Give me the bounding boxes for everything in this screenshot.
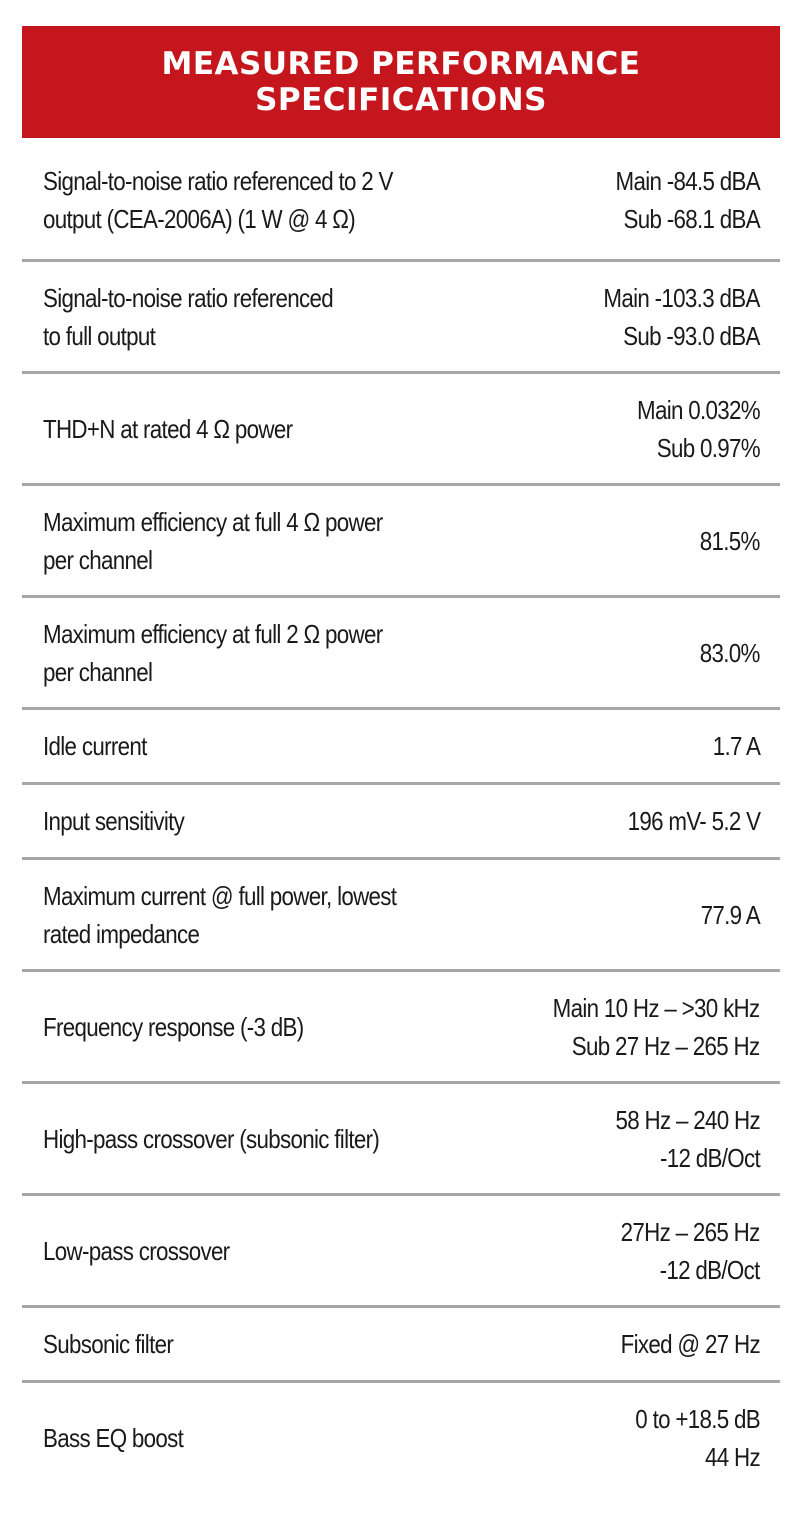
spec-value (627, 802, 760, 840)
spec-row (22, 1196, 780, 1308)
spec-label-line: Maximum efficiency at full 2 Ω power (43, 618, 383, 649)
spec-label-line: Input sensitivity (43, 806, 185, 836)
spec-label (43, 615, 382, 691)
spec-row (22, 710, 780, 785)
spec-value-line: 1.7 A (712, 731, 760, 761)
spec-label-line: output (CEA-2006A) (1 W @ 4 Ω) (43, 203, 356, 234)
spec-table (22, 140, 780, 1493)
spec-label-line: THD+N at rated 4 Ω power (43, 413, 293, 444)
spec-value-line: 27Hz – 265 Hz (621, 1216, 760, 1247)
spec-label (43, 410, 292, 448)
spec-label-line: Idle current (43, 731, 147, 761)
spec-value (621, 1213, 760, 1289)
spec-label-line: Maximum current @ full power, lowest (43, 880, 397, 911)
spec-value-line: 81.5% (700, 525, 760, 556)
spec-label-line: to full output (43, 320, 156, 351)
spec-value-line: 44 Hz (705, 1442, 760, 1472)
header-title-line-1: MEASURED PERFORMANCE (161, 46, 641, 82)
spec-label (43, 1120, 379, 1158)
spec-value-line: Main -103.3 dBA (603, 282, 760, 313)
spec-label (43, 279, 333, 355)
spec-table-header (22, 26, 780, 138)
spec-row (22, 262, 780, 374)
spec-value-line: -12 dB/Oct (659, 1142, 760, 1173)
spec-label-line: Frequency response (-3 dB) (43, 1011, 304, 1042)
spec-value-line: Sub -93.0 dBA (623, 320, 760, 351)
spec-label-line: per channel (43, 544, 153, 575)
spec-row (22, 1084, 780, 1196)
spec-value (712, 727, 760, 765)
spec-label-line: Signal-to-noise ratio referenced to 2 V (43, 165, 393, 196)
spec-row (22, 1383, 780, 1493)
spec-value-line: Main -84.5 dBA (615, 165, 760, 196)
spec-row (22, 598, 780, 710)
spec-label (43, 877, 396, 953)
spec-label (43, 162, 393, 238)
spec-label (43, 727, 147, 765)
spec-value-line: 58 Hz – 240 Hz (615, 1104, 760, 1135)
spec-row (22, 860, 780, 972)
spec-value-line: Fixed @ 27 Hz (620, 1329, 760, 1359)
spec-value-line: 196 mV- 5.2 V (627, 806, 760, 836)
spec-label (43, 802, 184, 840)
spec-label (43, 503, 382, 579)
spec-value-line: 0 to +18.5 dB (635, 1404, 760, 1434)
spec-label-line: rated impedance (43, 918, 200, 949)
spec-value (700, 634, 760, 672)
spec-label-line: High-pass crossover (subsonic filter) (43, 1123, 380, 1154)
spec-row (22, 140, 780, 262)
spec-value (621, 1325, 760, 1363)
spec-value (604, 279, 760, 355)
spec-value (616, 162, 760, 238)
spec-value-line: Main 10 Hz – >30 kHz (553, 992, 760, 1023)
spec-value-line: -12 dB/Oct (659, 1254, 760, 1285)
spec-row (22, 486, 780, 598)
spec-row (22, 972, 780, 1084)
spec-value-line: Sub -68.1 dBA (623, 203, 760, 234)
spec-row (22, 1308, 780, 1383)
spec-value (700, 522, 760, 560)
spec-label (43, 1008, 303, 1046)
spec-label-line: Signal-to-noise ratio referenced (43, 282, 333, 313)
spec-label-line: Bass EQ boost (43, 1423, 184, 1453)
spec-label (43, 1232, 229, 1270)
spec-value-line: 77.9 A (700, 899, 760, 930)
spec-value (635, 1400, 760, 1476)
spec-value (553, 989, 760, 1065)
spec-value (616, 1101, 760, 1177)
spec-label-line: per channel (43, 656, 153, 687)
spec-label-line: Subsonic filter (43, 1329, 174, 1359)
spec-value-line: Sub 27 Hz – 265 Hz (572, 1030, 760, 1061)
spec-label (43, 1325, 173, 1363)
spec-value-line: Main 0.032% (637, 394, 760, 425)
spec-label-line: Low-pass crossover (43, 1235, 230, 1266)
spec-row (22, 374, 780, 486)
spec-value-line: Sub 0.97% (656, 432, 760, 463)
spec-value (701, 896, 760, 934)
spec-value (637, 391, 760, 467)
spec-row (22, 785, 780, 860)
header-title-line-2: SPECIFICATIONS (255, 82, 547, 118)
spec-label (43, 1419, 183, 1457)
spec-value-line: 83.0% (700, 637, 760, 668)
spec-label-line: Maximum efficiency at full 4 Ω power (43, 506, 383, 537)
